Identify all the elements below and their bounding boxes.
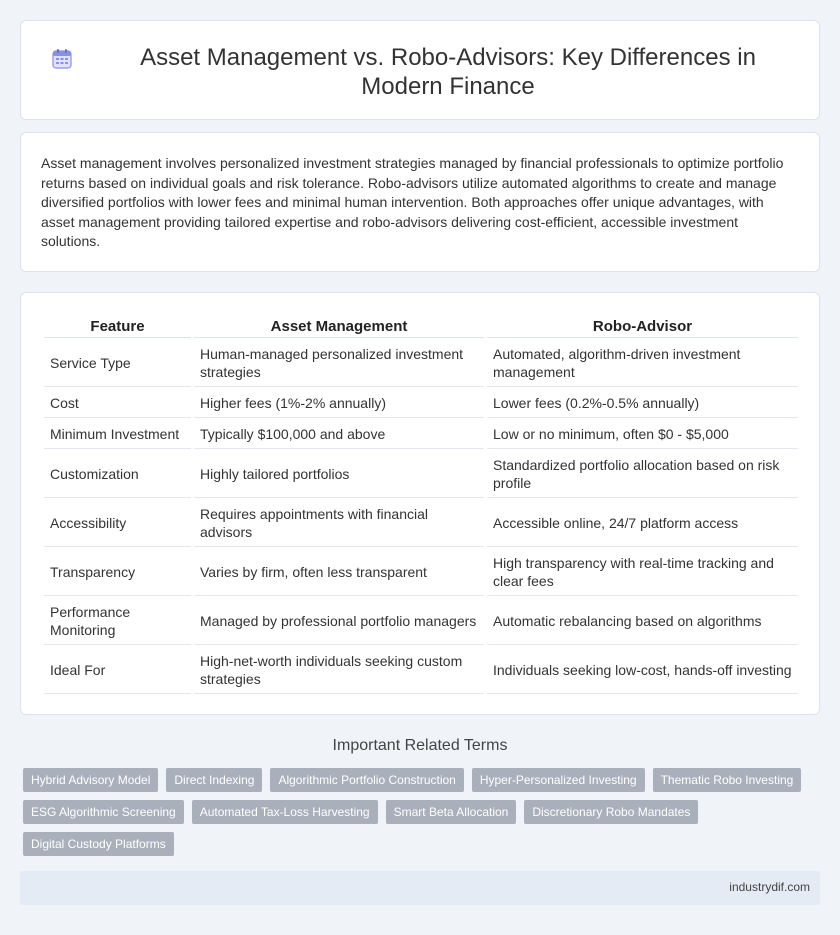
intro-paragraph: Asset management involves personalized investment strategies managed by financial professionals to optimize portfolio returns based on individual goals and risk tolerance. Robo-advisors utilize automated algorithms to create and manage diversified portfolios with lower fees and minimal human intervention. Both approaches offer unique advantages, with asset management providing tailored expertise and robo-advisors delivering cost-efficient, accessible investment solutions. <box>41 155 784 250</box>
related-terms-list <box>23 768 813 856</box>
footer <box>20 871 820 905</box>
row-asset-management: Human-managed personalized investment strategies <box>194 340 484 387</box>
intro-card <box>20 132 820 272</box>
row-robo-advisor: Accessible online, 24/7 platform access <box>487 500 798 547</box>
footer-site-link[interactable]: industrydif.com <box>729 880 810 894</box>
row-asset-management: Higher fees (1%-2% annually) <box>194 389 484 418</box>
table-row <box>44 598 798 645</box>
row-robo-advisor: High transparency with real-time tracking and clear fees <box>487 549 798 596</box>
related-term-tag[interactable]: Algorithmic Portfolio Construction <box>270 768 463 792</box>
table-row <box>44 420 798 449</box>
related-term-tag[interactable]: Digital Custody Platforms <box>23 832 174 856</box>
table-row <box>44 451 798 498</box>
row-robo-advisor: Low or no minimum, often $0 - $5,000 <box>487 420 798 449</box>
related-term-tag[interactable]: Hyper-Personalized Investing <box>472 768 645 792</box>
table-row <box>44 340 798 387</box>
row-robo-advisor: Individuals seeking low-cost, hands-off investing <box>487 647 798 694</box>
row-feature: Transparency <box>44 549 191 596</box>
row-asset-management: Managed by professional portfolio managers <box>194 598 484 645</box>
row-asset-management: Highly tailored portfolios <box>194 451 484 498</box>
row-feature: Minimum Investment <box>44 420 191 449</box>
related-term-tag[interactable]: Thematic Robo Investing <box>653 768 802 792</box>
table-row <box>44 647 798 694</box>
row-asset-management: Requires appointments with financial advisors <box>194 500 484 547</box>
header-asset-management: Asset Management <box>194 315 484 338</box>
comparison-table <box>41 313 801 696</box>
row-asset-management: High-net-worth individuals seeking custom strategies <box>194 647 484 694</box>
related-term-tag[interactable]: ESG Algorithmic Screening <box>23 800 184 824</box>
row-feature: Service Type <box>44 340 191 387</box>
row-feature: Customization <box>44 451 191 498</box>
page-title: Asset Management vs. Robo-Advisors: Key Differences in Modern Finance <box>140 44 756 100</box>
table-row <box>44 389 798 418</box>
row-robo-advisor: Automated, algorithm-driven investment management <box>487 340 798 387</box>
header-card <box>20 20 820 120</box>
comparison-card <box>20 292 820 715</box>
table-header-row <box>44 315 798 338</box>
row-feature: Accessibility <box>44 500 191 547</box>
related-term-tag[interactable]: Discretionary Robo Mandates <box>524 800 698 824</box>
related-term-tag[interactable]: Hybrid Advisory Model <box>23 768 158 792</box>
table-row <box>44 549 798 596</box>
row-asset-management: Typically $100,000 and above <box>194 420 484 449</box>
row-robo-advisor: Standardized portfolio allocation based on risk profile <box>487 451 798 498</box>
header-feature: Feature <box>44 315 191 338</box>
row-feature: Cost <box>44 389 191 418</box>
row-robo-advisor: Lower fees (0.2%-0.5% annually) <box>487 389 798 418</box>
related-terms-heading: Important Related Terms <box>332 737 508 754</box>
row-asset-management: Varies by firm, often less transparent <box>194 549 484 596</box>
row-feature: Ideal For <box>44 647 191 694</box>
related-term-tag[interactable]: Smart Beta Allocation <box>386 800 517 824</box>
row-robo-advisor: Automatic rebalancing based on algorithms <box>487 598 798 645</box>
related-term-tag[interactable]: Direct Indexing <box>166 768 262 792</box>
row-feature: Performance Monitoring <box>44 598 191 645</box>
related-term-tag[interactable]: Automated Tax-Loss Harvesting <box>192 800 378 824</box>
header-robo-advisor: Robo-Advisor <box>487 315 798 338</box>
table-row <box>44 500 798 547</box>
